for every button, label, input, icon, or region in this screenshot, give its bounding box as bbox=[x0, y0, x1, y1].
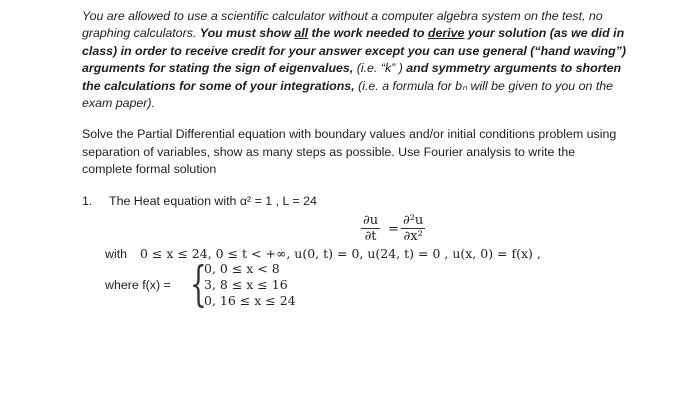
where-label: where f(x) = bbox=[105, 278, 171, 292]
case-row-3: 0, 16 ≤ x ≤ 24 bbox=[204, 293, 296, 308]
instructions-underline-derive: derive bbox=[427, 26, 465, 41]
problem-number: 1. bbox=[82, 194, 93, 208]
instructions-paragraph bbox=[82, 8, 627, 112]
case-row-1: 0, 0 ≤ x < 8 bbox=[204, 261, 280, 276]
rhs-denominator: ∂x² bbox=[403, 229, 423, 244]
instructions-bold-1: You must show bbox=[199, 26, 295, 41]
instructions-bold-2: the work needed to bbox=[308, 26, 428, 41]
boundary-conditions: 0 ≤ x ≤ 24, 0 ≤ t < +∞, u(0, t) = 0, u(24, t) = 0 , u(x, 0) = f(x) , bbox=[139, 246, 541, 261]
lhs-numerator: ∂u bbox=[363, 213, 379, 228]
pde-equals: = bbox=[388, 222, 399, 237]
rhs-fraction bbox=[401, 213, 425, 244]
instructions-sentence-3: (i.e. “k” ) bbox=[356, 61, 407, 76]
lhs-denominator: ∂t bbox=[364, 229, 377, 244]
rhs-numerator: ∂²u bbox=[403, 213, 424, 228]
instructions-bold-4: and symmetry arguments to shorten the calculations for some of your integrations, bbox=[82, 61, 622, 93]
task-paragraph: Solve the Partial Differential equation with boundary values and/or initial conditions problem using separation of variables, show as many steps as possible. Use Fourier analysis to write the complete formal solution bbox=[82, 127, 617, 177]
instructions-bold-3: your solution (as we did in class) in order to receive credit for your answer except you can use general (“hand waving”) arguments for stating the sign of eigenvalues, bbox=[82, 26, 626, 76]
piecewise-brace: { bbox=[190, 256, 207, 312]
problem-text: The Heat equation with α² = 1 , L = 24 bbox=[109, 194, 317, 208]
lhs-fraction bbox=[361, 213, 380, 244]
instructions-underline-all: all bbox=[294, 26, 309, 41]
instructions-sentence-1: You are allowed to use a scientific calculator without a computer algebra system on the test, no graphing calculators. bbox=[82, 9, 603, 41]
problem-statement bbox=[82, 194, 317, 208]
conditions-line bbox=[105, 246, 541, 261]
with-label: with bbox=[105, 247, 128, 261]
case-row-2: 3, 8 ≤ x ≤ 16 bbox=[204, 277, 288, 292]
instructions-sentence-5: (i.e. a formula for bₙ will be given to you on the exam paper). bbox=[82, 78, 614, 111]
